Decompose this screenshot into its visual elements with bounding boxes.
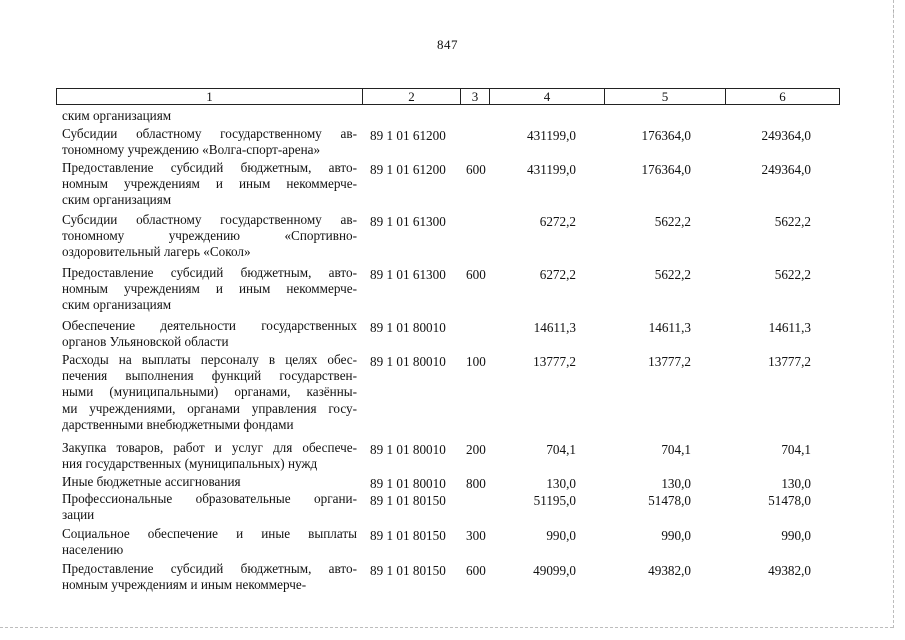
description-line: номным учреждениям и иным некоммерче- bbox=[62, 577, 307, 593]
row-value-col5: 49382,0 bbox=[648, 563, 691, 578]
row-description bbox=[62, 212, 357, 261]
description-line: Иные бюджетные ассигнования bbox=[62, 474, 241, 489]
row-target-code: 89 1 01 80150 bbox=[370, 493, 446, 508]
row-value-col6: 13777,2 bbox=[768, 354, 811, 369]
row-value-col5: 5622,2 bbox=[654, 267, 691, 282]
page-number: 847 bbox=[437, 37, 458, 52]
row-value-col6: 5622,2 bbox=[774, 214, 811, 229]
row-value-col6: 14611,3 bbox=[768, 320, 811, 335]
row-target-code: 89 1 01 80010 bbox=[370, 320, 446, 335]
row-description bbox=[62, 526, 357, 558]
row-description bbox=[62, 491, 357, 523]
row-value-col6: 990,0 bbox=[781, 528, 811, 543]
row-value-col6: 5622,2 bbox=[774, 267, 811, 282]
description-line: Предоставление субсидий бюджетным, авто- bbox=[62, 561, 357, 576]
header-col-4: 4 bbox=[490, 89, 605, 104]
row-expense-type: 300 bbox=[466, 528, 486, 543]
header-col-2: 2 bbox=[363, 89, 461, 104]
row-value-col4: 51195,0 bbox=[533, 493, 576, 508]
row-description bbox=[62, 265, 357, 314]
description-line: тономному учреждению «Спортивно- bbox=[62, 228, 357, 244]
row-value-col4: 14611,3 bbox=[533, 320, 576, 335]
row-value-col6: 49382,0 bbox=[768, 563, 811, 578]
description-line: населению bbox=[62, 542, 124, 558]
row-description bbox=[62, 108, 357, 124]
page-edge-bottom bbox=[0, 627, 893, 628]
description-line: ми учреждениями, органами управления госу- bbox=[62, 400, 357, 416]
header-col-5: 5 bbox=[605, 89, 726, 104]
description-line: номным учреждениям и иным некоммерче- bbox=[62, 281, 357, 297]
row-value-col4: 6272,2 bbox=[539, 214, 576, 229]
row-expense-type: 100 bbox=[466, 354, 486, 369]
row-value-col5: 176364,0 bbox=[641, 128, 691, 143]
row-description bbox=[62, 440, 357, 472]
row-value-col4: 704,1 bbox=[546, 442, 576, 457]
description-line: ским организациям bbox=[62, 192, 172, 208]
row-target-code: 89 1 01 80010 bbox=[370, 476, 446, 491]
row-target-code: 89 1 01 61200 bbox=[370, 128, 446, 143]
description-line: Профессиональные образовательные органи- bbox=[62, 491, 357, 506]
row-description bbox=[62, 318, 357, 350]
row-expense-type: 600 bbox=[466, 162, 486, 177]
row-description bbox=[62, 352, 357, 433]
header-col-6: 6 bbox=[779, 89, 786, 104]
row-value-col6: 130,0 bbox=[781, 476, 811, 491]
scan-corner-mark: ¦ bbox=[893, 8, 895, 16]
description-line: ским организациям bbox=[62, 108, 172, 123]
row-target-code: 89 1 01 80150 bbox=[370, 528, 446, 543]
row-value-col6: 704,1 bbox=[781, 442, 811, 457]
row-value-col4: 13777,2 bbox=[533, 354, 576, 369]
row-value-col4: 990,0 bbox=[546, 528, 576, 543]
description-line: ским организациям bbox=[62, 297, 172, 313]
row-value-col5: 13777,2 bbox=[648, 354, 691, 369]
description-line: Обеспечение деятельности государственных bbox=[62, 318, 357, 333]
row-value-col4: 49099,0 bbox=[533, 563, 576, 578]
row-value-col6: 51478,0 bbox=[768, 493, 811, 508]
row-value-col5: 14611,3 bbox=[648, 320, 691, 335]
description-line: дарственными внебюджетными фондами bbox=[62, 416, 294, 432]
description-line: Субсидии областному государственному ав- bbox=[62, 126, 357, 141]
row-description bbox=[62, 561, 357, 593]
description-line: зации bbox=[62, 507, 95, 523]
row-description bbox=[62, 126, 357, 158]
row-value-col4: 431199,0 bbox=[527, 128, 576, 143]
row-value-col5: 176364,0 bbox=[641, 162, 691, 177]
description-line: Предоставление субсидий бюджетным, авто- bbox=[62, 160, 357, 175]
row-value-col5: 704,1 bbox=[661, 442, 691, 457]
description-line: Предоставление субсидий бюджетным, авто- bbox=[62, 265, 357, 280]
row-value-col4: 130,0 bbox=[546, 476, 576, 491]
row-value-col5: 5622,2 bbox=[654, 214, 691, 229]
row-expense-type: 600 bbox=[466, 267, 486, 282]
row-target-code: 89 1 01 61200 bbox=[370, 162, 446, 177]
row-target-code: 89 1 01 80150 bbox=[370, 563, 446, 578]
description-line: Расходы на выплаты персоналу в целях обес- bbox=[62, 352, 357, 367]
row-description bbox=[62, 474, 357, 490]
description-line: ния государственных (муниципальных) нужд bbox=[62, 456, 318, 472]
row-target-code: 89 1 01 80010 bbox=[370, 354, 446, 369]
row-value-col6: 249364,0 bbox=[761, 128, 811, 143]
row-expense-type: 800 bbox=[466, 476, 486, 491]
row-description bbox=[62, 160, 357, 209]
row-value-col5: 130,0 bbox=[661, 476, 691, 491]
description-line: ными (муниципальными) органами, казённы- bbox=[62, 384, 357, 400]
header-col-3: 3 bbox=[461, 89, 490, 104]
row-target-code: 89 1 01 61300 bbox=[370, 267, 446, 282]
description-line: оздоровительный лагерь «Сокол» bbox=[62, 244, 251, 260]
row-target-code: 89 1 01 61300 bbox=[370, 214, 446, 229]
row-value-col6: 249364,0 bbox=[761, 162, 811, 177]
description-line: номным учреждениям и иным некоммерче- bbox=[62, 176, 357, 192]
description-line: тономному учреждению «Волга-спорт-арена» bbox=[62, 142, 321, 158]
header-col-1: 1 bbox=[57, 89, 363, 104]
row-expense-type: 200 bbox=[466, 442, 486, 457]
row-value-col5: 990,0 bbox=[661, 528, 691, 543]
description-line: Субсидии областному государственному ав- bbox=[62, 212, 357, 227]
row-value-col4: 431199,0 bbox=[527, 162, 576, 177]
description-line: Социальное обеспечение и иные выплаты bbox=[62, 526, 357, 541]
row-value-col4: 6272,2 bbox=[539, 267, 576, 282]
description-line: органов Ульяновской области bbox=[62, 334, 229, 350]
row-value-col5: 51478,0 bbox=[648, 493, 691, 508]
row-expense-type: 600 bbox=[466, 563, 486, 578]
description-line: Закупка товаров, работ и услуг для обеспече- bbox=[62, 440, 357, 455]
table-header-row bbox=[56, 88, 840, 105]
description-line: печения выполнения функций государствен- bbox=[62, 368, 357, 384]
row-target-code: 89 1 01 80010 bbox=[370, 442, 446, 457]
page-edge-right bbox=[893, 0, 894, 628]
